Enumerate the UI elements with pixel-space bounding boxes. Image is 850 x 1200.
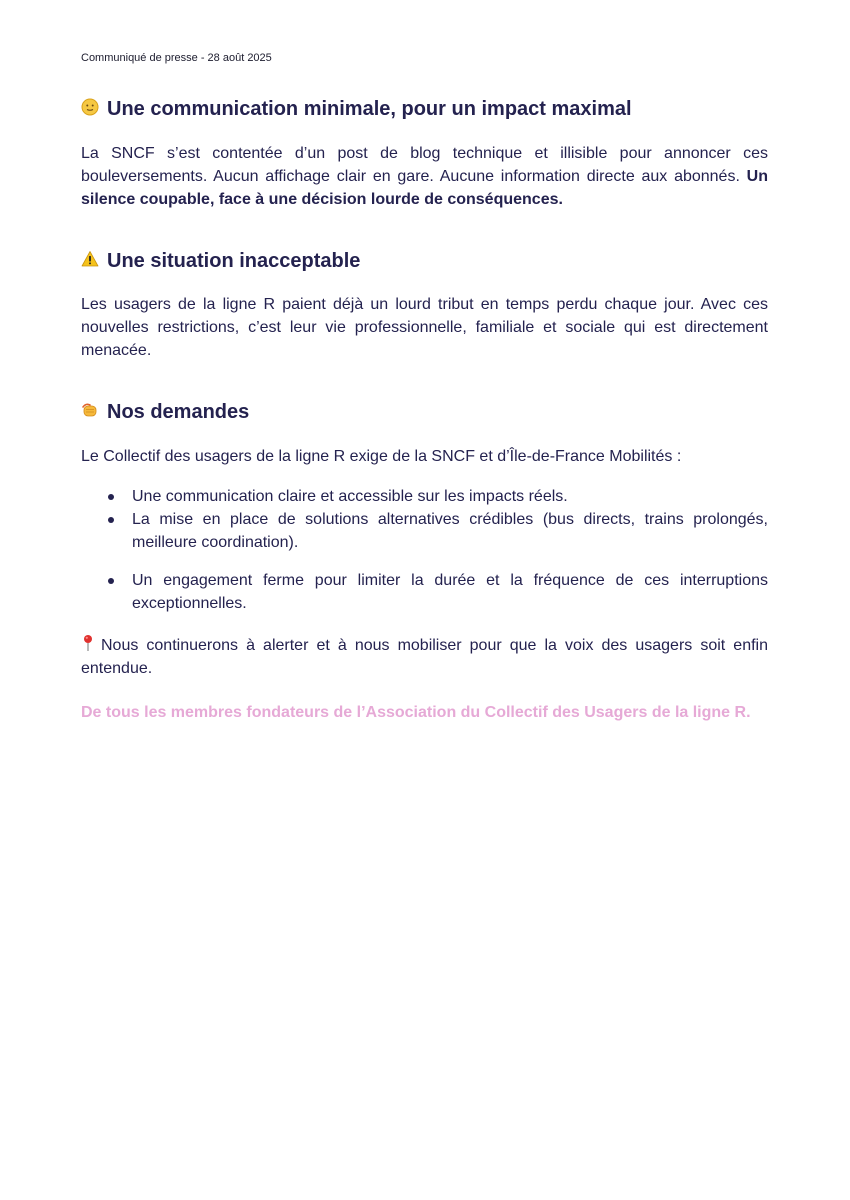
bullet-icon [108,517,114,523]
section-paragraph-situation: Les usagers de la ligne R paient déjà un lourd tribut en temps perdu chaque jour. Avec ces nouvelles restrictions, c’est leur vie professionnelle, familiale et sociale qui est directement menacée. [81,296,768,359]
closing-paragraph [81,634,768,680]
paragraph-emphasis: Un silence coupable, face à une décision lourde de conséquences. [81,168,768,208]
pin-icon [81,634,95,652]
list-item [81,508,768,554]
section-heading-situation [81,250,360,273]
signature: De tous les membres fondateurs de l’Association du Collectif des Usagers de la ligne R. [81,704,751,721]
section-title: Une situation inacceptable [107,250,361,272]
section-title: Une communication minimale, pour un impact maximal [107,98,632,120]
demands-list [81,485,768,615]
list-item-text: Une communication claire et accessible sur les impacts réels. [132,488,568,505]
press-release-date: Communiqué de presse - 28 août 2025 [81,52,272,64]
warning-icon [81,250,99,268]
section-title: Nos demandes [107,401,250,423]
fist-icon [81,401,99,419]
list-item [81,485,768,508]
smiling-face-icon [81,98,99,116]
closing-text: Nous continuerons à alerter et à nous mobiliser pour que la voix des usagers soit enfin entendue. [81,637,768,677]
list-item-text: La mise en place de solutions alternatives crédibles (bus directs, trains prolongés, meilleure coordination). [132,511,768,551]
list-item-text: Un engagement ferme pour limiter la durée et la fréquence de ces interruptions exceptionnelles. [132,572,768,612]
demands-intro: Le Collectif des usagers de la ligne R exige de la SNCF et d’Île-de-France Mobilités : [81,448,682,465]
list-item [81,569,768,615]
section-paragraph-communication [81,142,768,211]
section-heading-communication [81,98,632,121]
paragraph-text: La SNCF s’est contentée d’un post de blog technique et illisible pour annoncer ces bouleversements. Aucun affichage clair en gare. Aucune information directe aux abonnés. [81,145,768,185]
section-heading-demands [81,401,249,424]
bullet-icon [108,494,114,500]
bullet-icon [108,578,114,584]
